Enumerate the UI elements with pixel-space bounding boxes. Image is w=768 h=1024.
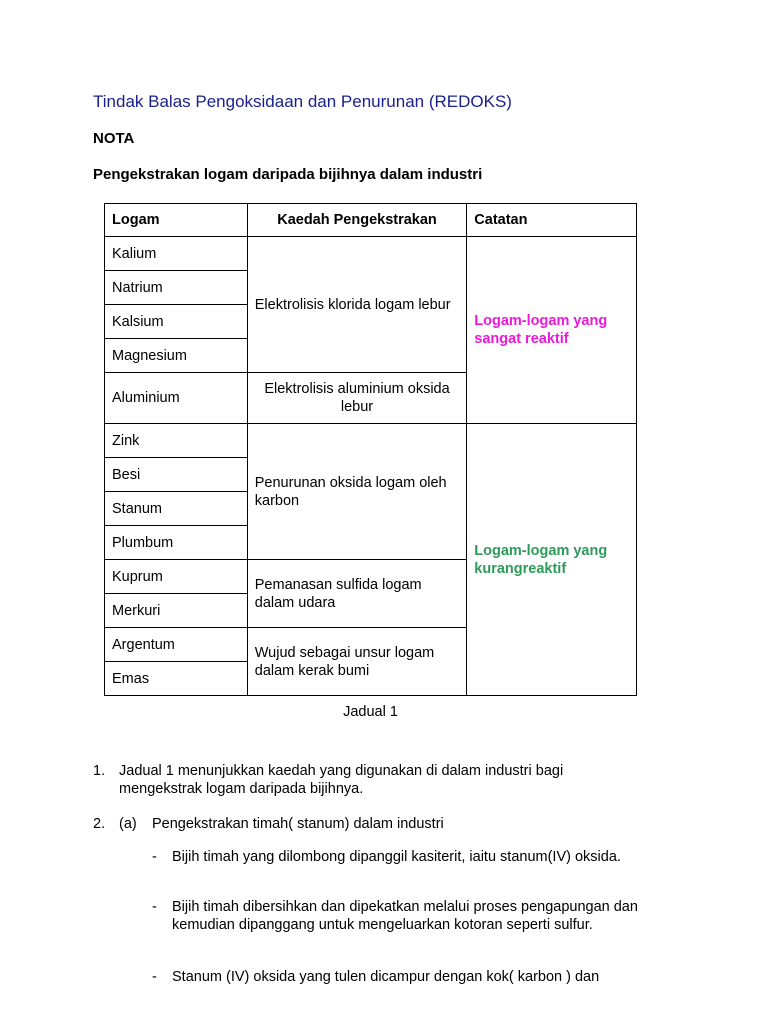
header-catatan: Catatan — [467, 204, 637, 237]
nota-heading: NOTA — [93, 130, 135, 147]
table-row — [105, 237, 637, 271]
table-caption: Jadual 1 — [343, 704, 398, 720]
metal-cell: Kalium — [105, 237, 248, 271]
metal-cell: Natrium — [105, 271, 248, 305]
item-number: 2. — [93, 816, 106, 832]
metal-cell: Merkuri — [105, 594, 248, 628]
metal-cell: Plumbum — [105, 526, 248, 560]
item-text: Jadual 1 menunjukkan kaedah yang digunakan di dalam industri bagi mengekstrak logam daripada bijihnya. — [119, 763, 564, 797]
method-cell: Elektrolisis klorida logam lebur — [247, 237, 467, 373]
metal-cell: Kalsium — [105, 305, 248, 339]
item-number: 1. — [93, 763, 106, 779]
header-kaedah: Kaedah Pengekstrakan — [247, 204, 467, 237]
metal-cell: Magnesium — [105, 339, 248, 373]
bullet-dash: - — [152, 969, 157, 985]
bullet-dash: - — [152, 849, 157, 865]
bullet-text: Bijih timah dibersihkan dan dipekatkan melalui proses pengapungan dan kemudian dipanggang untuk mengeluarkan kotoran seperti sulfur. — [172, 899, 638, 933]
metal-cell: Argentum — [105, 628, 248, 662]
method-cell: Elektrolisis aluminium oksida lebur — [247, 373, 467, 424]
metal-cell: Aluminium — [105, 373, 248, 424]
method-cell: Pemanasan sulfida logam dalam udara — [247, 560, 467, 628]
bullet-text: Bijih timah yang dilombong dipanggil kasiterit, iaitu stanum(IV) oksida. — [172, 849, 621, 865]
item-text: Pengekstrakan timah( stanum) dalam industri — [152, 816, 444, 832]
bullet-dash: - — [152, 899, 157, 915]
table-row — [105, 424, 637, 458]
note-cell-reactive: Logam-logam yang sangat reaktif — [467, 237, 637, 424]
metal-cell: Kuprum — [105, 560, 248, 594]
extraction-table — [104, 203, 637, 696]
page-title: Tindak Balas Pengoksidaan dan Penurunan (REDOKS) — [93, 92, 512, 111]
metal-cell: Stanum — [105, 492, 248, 526]
method-cell: Wujud sebagai unsur logam dalam kerak bumi — [247, 628, 467, 696]
method-cell: Penurunan oksida logam oleh karbon — [247, 424, 467, 560]
table-header-row — [105, 204, 637, 237]
item-sub-label: (a) — [119, 816, 137, 832]
metal-cell: Emas — [105, 662, 248, 696]
metal-cell: Besi — [105, 458, 248, 492]
header-logam: Logam — [105, 204, 248, 237]
note-cell-less-reactive: Logam-logam yang kurangreaktif — [467, 424, 637, 696]
bullet-text: Stanum (IV) oksida yang tulen dicampur dengan kok( karbon ) dan — [172, 969, 600, 985]
metal-cell: Zink — [105, 424, 248, 458]
section-heading: Pengekstrakan logam daripada bijihnya dalam industri — [93, 166, 483, 183]
